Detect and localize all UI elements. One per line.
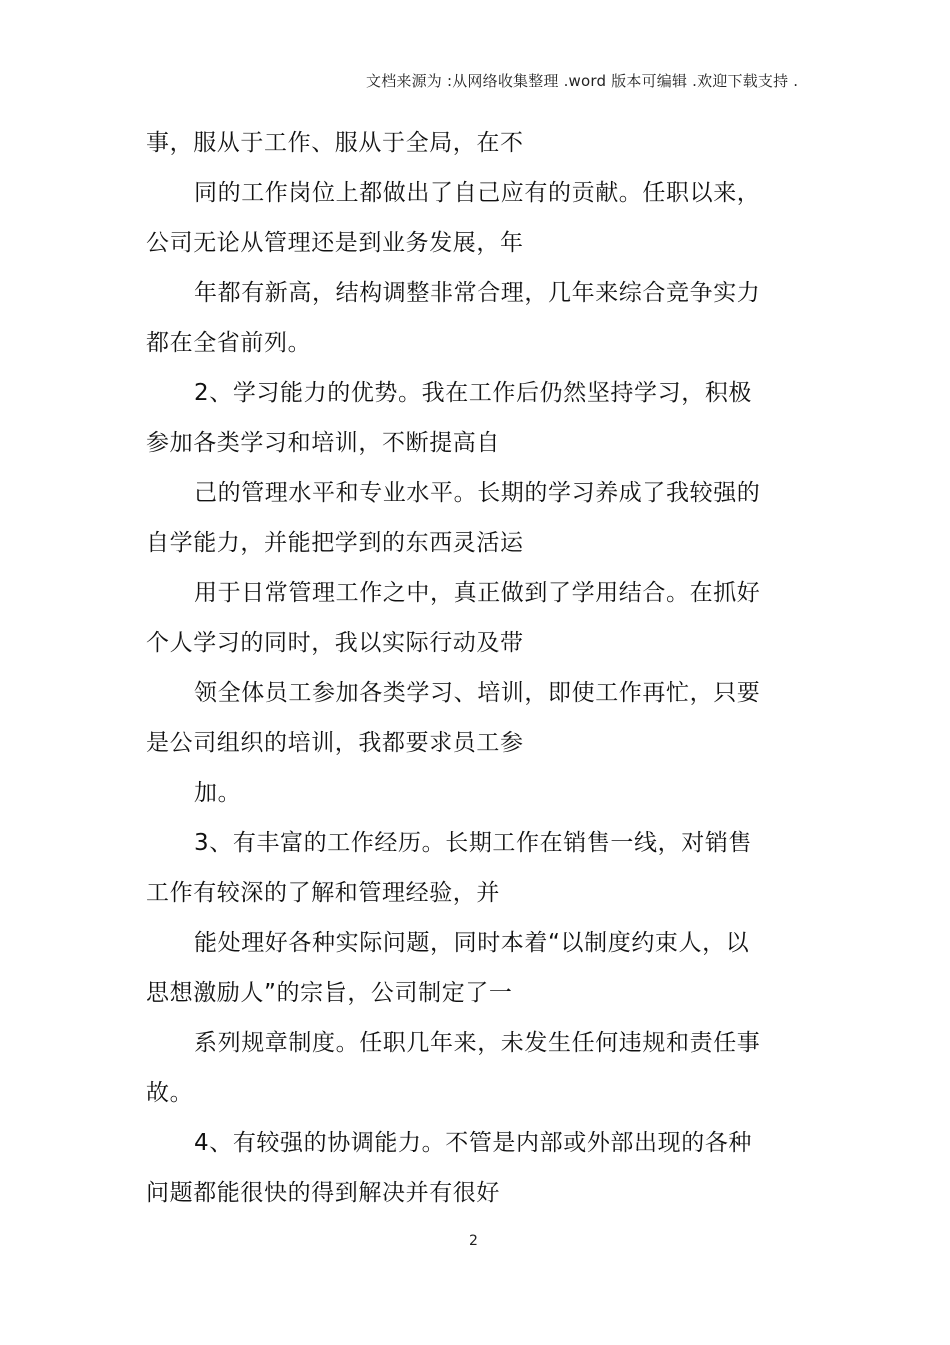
text-line-6: 2、学习能力的优势。我在工作后仍然坚持学习，积极 [194, 380, 753, 406]
text-line-5: 都在全省前列。 [146, 330, 312, 356]
text-line-21: 4、有较强的协调能力。不管是内部或外部出现的各种 [194, 1130, 753, 1156]
page-number: 2 [469, 1233, 478, 1249]
text-line-15: 3、有丰富的工作经历。长期工作在销售一线，对销售 [194, 830, 753, 856]
text-line-16: 工作有较深的了解和管理经验，并 [146, 880, 500, 906]
text-line-19: 系列规章制度。任职几年来，未发生任何违规和责任事 [194, 1030, 761, 1056]
text-line-3: 公司无论从管理还是到业务发展，年 [146, 230, 524, 256]
text-line-10: 用于日常管理工作之中，真正做到了学用结合。在抓好 [194, 580, 761, 606]
text-line-12: 领全体员工参加各类学习、培训，即使工作再忙，只要 [194, 680, 761, 706]
text-line-8: 己的管理水平和专业水平。长期的学习养成了我较强的 [194, 480, 761, 506]
text-line-4: 年都有新高，结构调整非常合理，几年来综合竞争实力 [194, 280, 761, 306]
text-line-17: 能处理好各种实际问题，同时本着“以制度约束人，以 [194, 930, 750, 956]
text-line-13: 是公司组织的培训，我都要求员工参 [146, 730, 524, 756]
text-line-7: 参加各类学习和培训，不断提高自 [146, 430, 500, 456]
text-line-1: 事，服从于工作、服从于全局，在不 [146, 130, 524, 156]
document-source-header: 文档来源为 :从网络收集整理 .word 版本可编辑 .欢迎下载支持 . [366, 72, 799, 90]
text-line-18: 思想激励人”的宗旨，公司制定了一 [146, 980, 513, 1006]
text-line-14: 加。 [194, 780, 242, 806]
text-line-9: 自学能力，并能把学到的东西灵活运 [146, 530, 524, 556]
text-line-2: 同的工作岗位上都做出了自己应有的贡献。任职以来， [194, 180, 761, 206]
text-line-22: 问题都能很快的得到解决并有很好 [146, 1180, 500, 1206]
text-line-11: 个人学习的同时，我以实际行动及带 [146, 630, 524, 656]
text-line-20: 故。 [146, 1080, 194, 1106]
